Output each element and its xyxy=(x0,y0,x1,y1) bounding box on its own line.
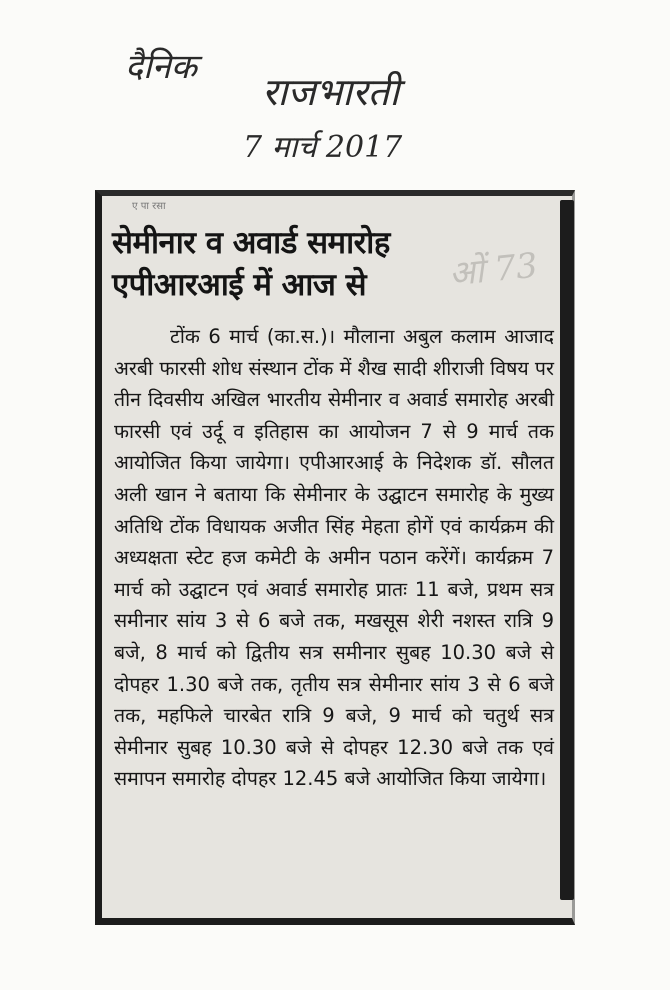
faint-stamp-mark: ओं 73 xyxy=(447,245,540,295)
newspaper-clipping xyxy=(95,190,575,925)
handwritten-newspaper-label: दैनिक xyxy=(125,47,197,87)
article-body xyxy=(114,321,554,795)
headline-line-2: एपीआरआई में आज से xyxy=(112,267,367,303)
article-paragraph: टोंक 6 मार्च (का.स.)। मौलाना अबुल कलाम आजाद अरबी फारसी शोध संस्थान टोंक में शैख सादी शीराजी विषय पर तीन दिवसीय अखिल भारतीय सेमीनार व अवार्ड समारोह अरबी फारसी एवं उर्दू व इतिहास का आयोजन 7 से 9 मार्च तक आयोजित किया जायेगा। एपीआरआई के निदेशक डॉ. सौलत अली खान ने बताया कि सेमीनार के उद्घाटन समारोह के मुख्य अतिथि टोंक विधायक अजीत सिंह मेहता होगें एवं कार्यक्रम की अध्यक्षता स्टेट हज कमेटी के अमीन पठान करेंगें। कार्यक्रम 7 मार्च को उद्घाटन एवं अवार्ड समारोह प्रातः 11 बजे, प्रथम सत्र समीनार सांय 3 से 6 बजे तक, मखसूस शेरी नशस्त रात्रि 9 बजे, 8 मार्च को द्वितीय सत्र समीनार सुबह 10.30 बजे से दोपहर 1.30 बजे तक, तृतीय सत्र सेमीनार सांय 3 से 6 बजे तक, महफिले चारबेत रात्रि 9 बजे, 9 मार्च को चतुर्थ सत्र सेमीनार सुबह 10.30 बजे से दोपहर 12.30 बजे तक एवं समापन समारोह दोपहर 12.45 बजे आयोजित किया जायेगा। xyxy=(114,325,554,791)
headline-line-1: सेमीनार व अवार्ड समारोह xyxy=(112,225,390,261)
headline xyxy=(112,222,452,306)
handwritten-date: 7 मार्च 2017 xyxy=(243,130,403,165)
handwritten-newspaper-name: राजभारती xyxy=(262,70,400,114)
top-strip-text: ए पा रसा xyxy=(132,201,166,212)
clipping-shadow-edge xyxy=(560,200,574,900)
